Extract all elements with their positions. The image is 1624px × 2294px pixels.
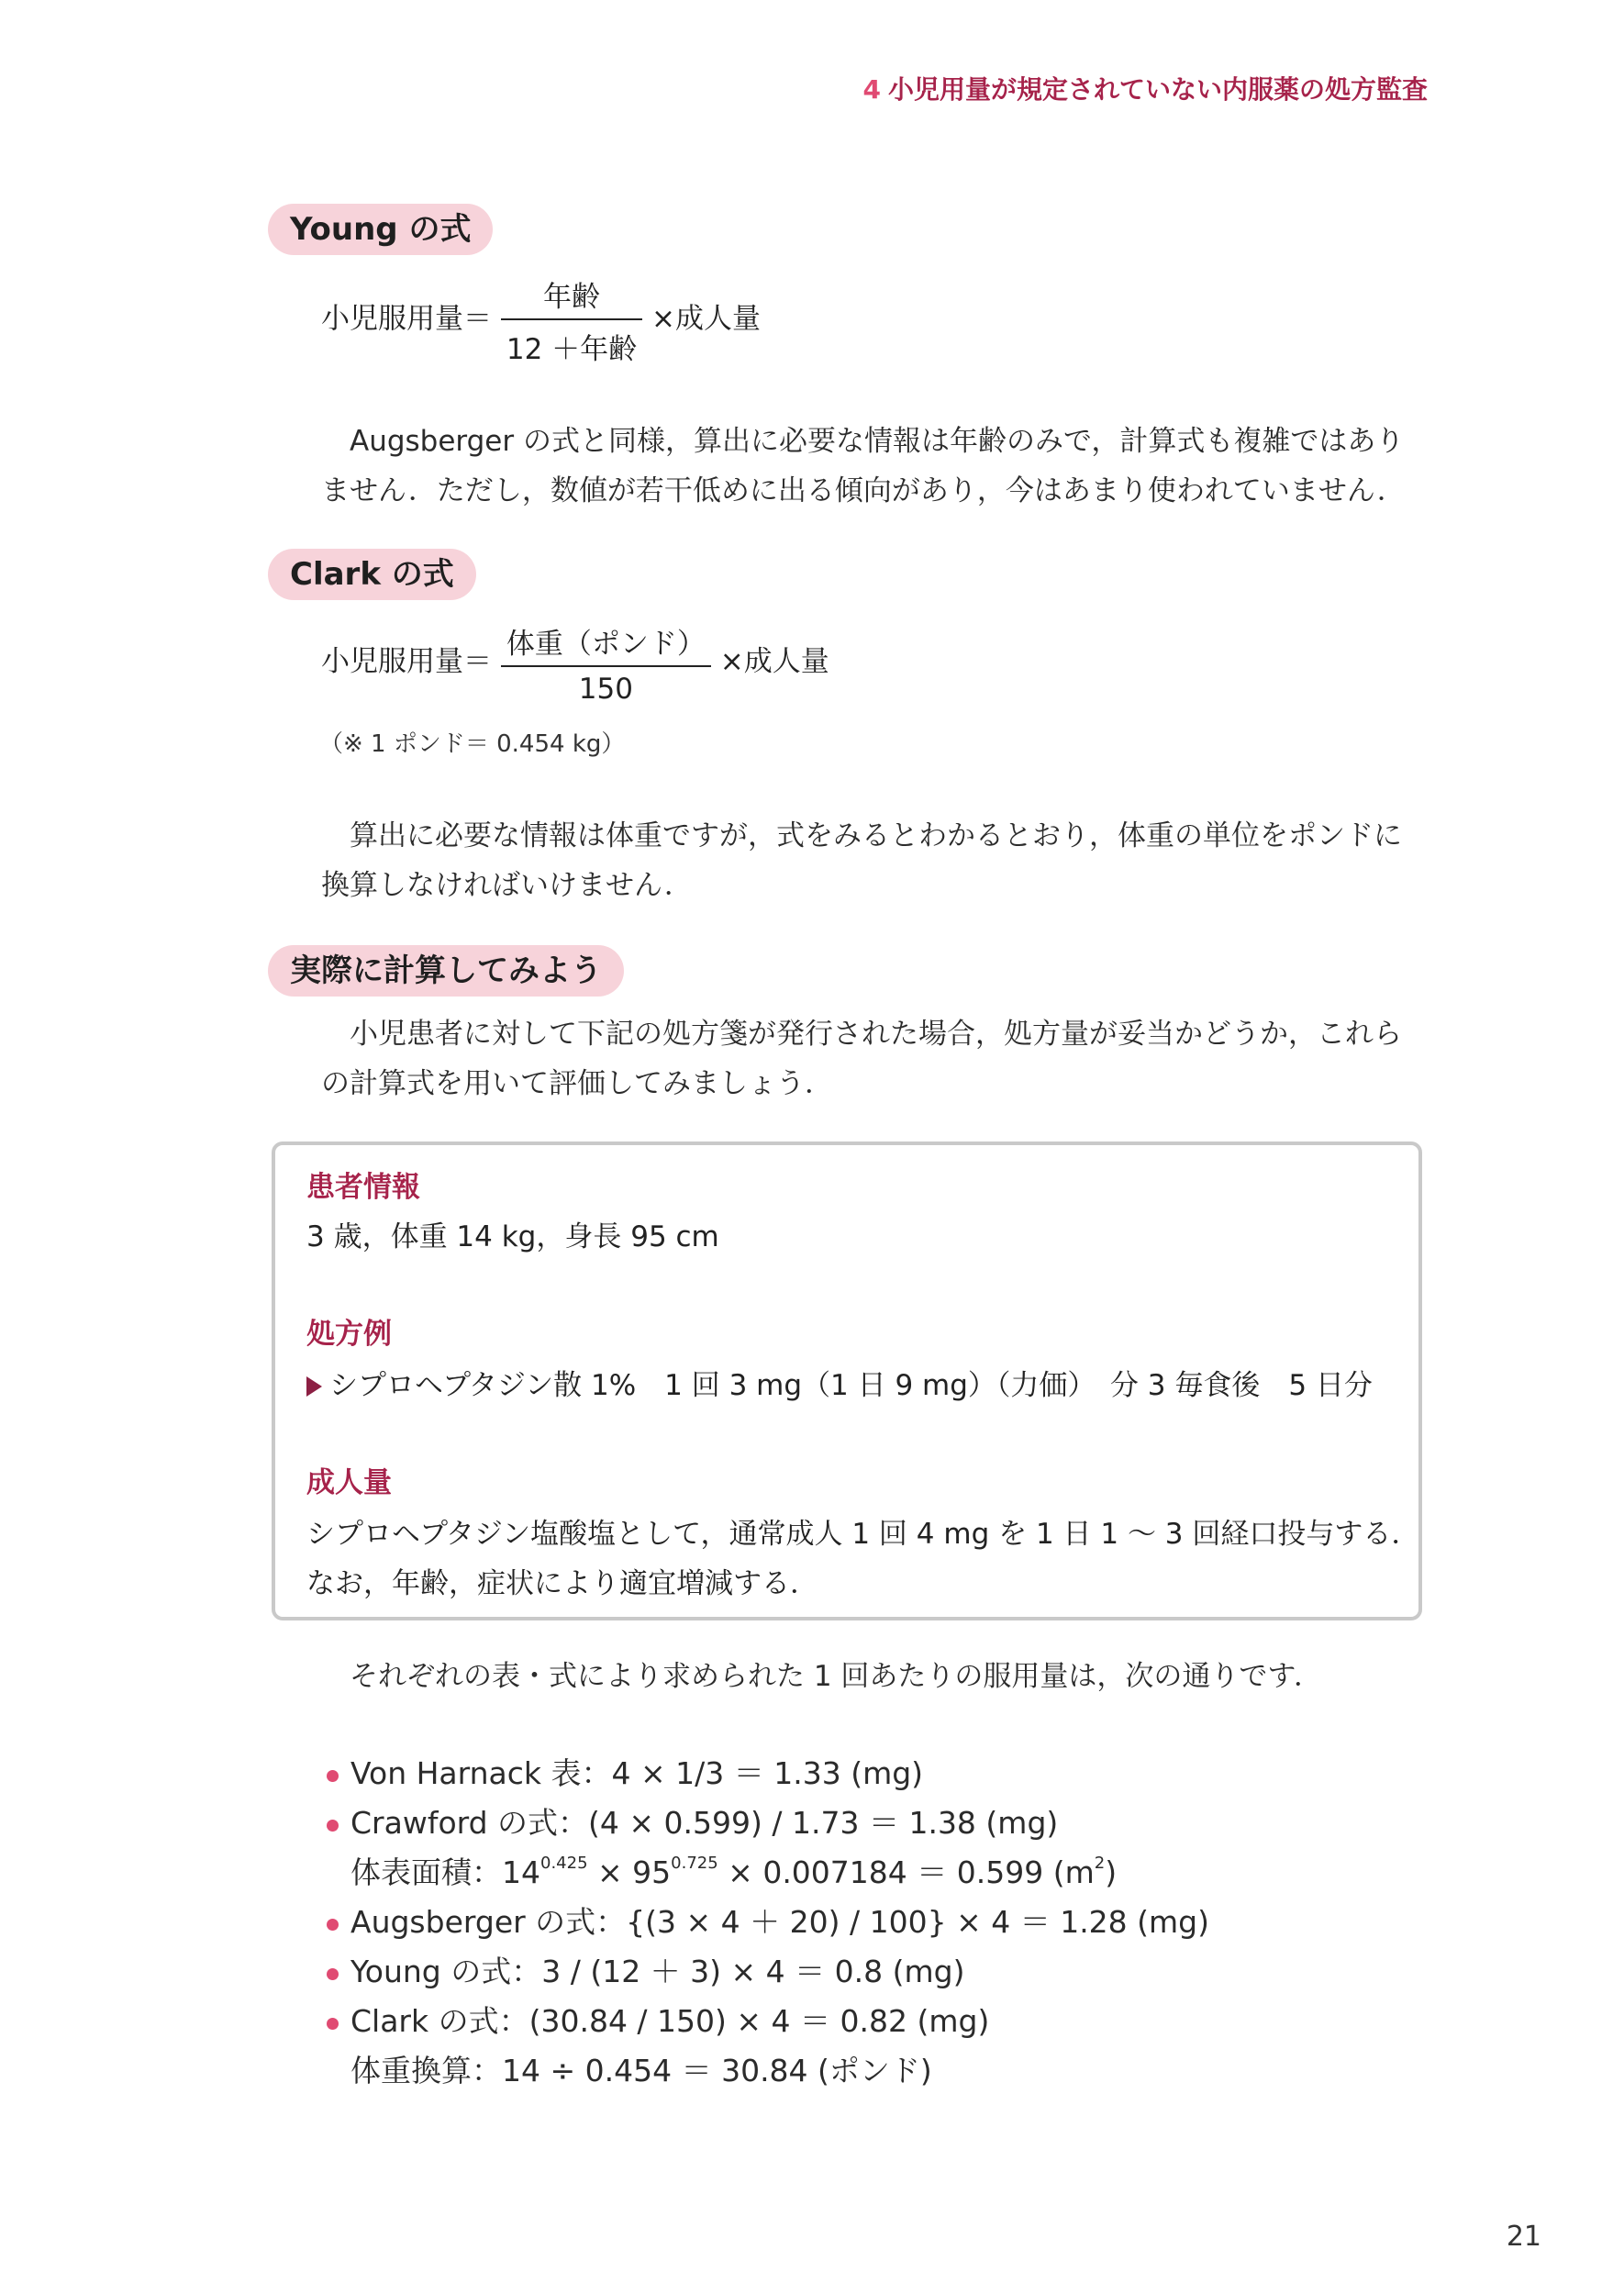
list-item <box>323 1749 1209 1798</box>
bsa-part: ) <box>1105 1854 1118 1890</box>
bsa-exponent: 2 <box>1094 1854 1106 1873</box>
bullet-icon <box>327 1820 339 1832</box>
young-fraction <box>501 273 642 367</box>
young-formula <box>321 273 761 367</box>
calc-para-line: 小児患者に対して下記の処方箋が発行された場合，処方量が妥当かどうか，これら <box>350 1018 1402 1051</box>
bullet-icon <box>327 1919 339 1931</box>
list-item-sub <box>323 1848 1209 1898</box>
calc-paragraph <box>321 1009 1431 1108</box>
list-item <box>323 1798 1209 1848</box>
young-formula-rhs: ×成人量 <box>651 302 762 336</box>
summary-paragraph <box>321 1652 1431 1701</box>
weight-conversion: 体重換算：14 ÷ 0.454 ＝ 30.84 (ポンド) <box>350 2053 932 2088</box>
bsa-part: × 95 <box>587 1854 672 1890</box>
bsa-exponent: 0.425 <box>540 1854 588 1873</box>
patient-info-heading: 患者情報 <box>306 1171 420 1204</box>
result-list <box>323 1749 1209 2096</box>
young-para-line: ません．ただし，数値が若干低めに出る傾向があり，今はあまり使われていません． <box>321 474 1406 507</box>
adult-dose-heading: 成人量 <box>306 1466 392 1499</box>
result-crawford: Crawford の式：(4 × 0.599) / 1.73 ＝ 1.38 (mg) <box>350 1805 1059 1841</box>
clark-para-line: 算出に必要な情報は体重ですが，式をみるとわかるとおり，体重の単位をポンドに <box>350 819 1402 852</box>
young-heading: Young の式 <box>268 204 493 255</box>
result-young: Young の式：3 / (12 ＋ 3) × 4 ＝ 0.8 (mg) <box>350 1954 965 1989</box>
page-number: 21 <box>1506 2221 1541 2253</box>
chapter-title: 小児用量が規定されていない内服薬の処方監査 <box>887 74 1428 105</box>
prescription-text: シプロヘプタジン散 1% 1 回 3 mg（1 日 9 mg）（力価） 分 3 毎食後 5 日分 <box>329 1369 1373 1402</box>
young-para-line: Augsberger の式と同様，算出に必要な情報は年齢のみで，計算式も複雑ではあり <box>350 425 1405 458</box>
clark-numerator: 体重（ポンド） <box>501 620 711 667</box>
bullet-icon <box>327 1968 339 1980</box>
chapter-number: 4 <box>862 74 881 105</box>
bsa-text <box>350 1854 1117 1890</box>
list-item <box>323 1898 1209 1947</box>
list-item <box>323 1997 1209 2046</box>
bsa-exponent: 0.725 <box>671 1854 718 1873</box>
young-paragraph <box>321 417 1431 516</box>
list-item-sub <box>323 2046 1209 2096</box>
young-denominator: 12 ＋年齢 <box>506 333 638 366</box>
summary-line: それぞれの表・式により求められた 1 回あたりの服用量は，次の通りです． <box>350 1660 1322 1693</box>
adult-dose-line: シプロヘプタジン塩酸塩として，通常成人 1 回 4 mg を 1 日 1 〜 3 回経口投与する． <box>306 1518 1420 1551</box>
bullet-icon <box>327 1770 339 1782</box>
clark-para-line: 換算しなければいけません． <box>321 869 693 902</box>
result-augsberger: Augsberger の式：{(3 × 4 ＋ 20) / 100} × 4 ＝ 1.28 (mg) <box>350 1904 1210 1940</box>
clark-formula-rhs: ×成人量 <box>719 645 829 678</box>
clark-fraction <box>501 620 711 706</box>
triangle-marker-icon <box>306 1376 322 1397</box>
bsa-part: 体表面積：14 <box>350 1854 540 1890</box>
list-item <box>323 1947 1209 1997</box>
result-clark: Clark の式：(30.84 / 150) × 4 ＝ 0.82 (mg) <box>350 2003 990 2039</box>
calc-heading: 実際に計算してみよう <box>268 945 624 997</box>
prescription-line <box>306 1362 1373 1403</box>
patient-info-text: 3 歳，体重 14 kg，身長 95 cm <box>306 1220 719 1253</box>
clark-formula <box>321 620 829 706</box>
bsa-part: × 0.007184 ＝ 0.599 (m <box>717 1854 1095 1890</box>
bullet-icon <box>327 2018 339 2030</box>
prescription-heading: 処方例 <box>306 1318 392 1351</box>
calc-para-line: の計算式を用いて評価してみましょう． <box>321 1067 833 1100</box>
clark-paragraph <box>321 811 1431 910</box>
clark-formula-lhs: 小児服用量＝ <box>321 645 492 678</box>
adult-dose-line: なお，年齢，症状により適宜増減する． <box>306 1567 818 1600</box>
young-formula-lhs: 小児服用量＝ <box>321 302 492 336</box>
clark-denominator: 150 <box>578 673 633 706</box>
running-head <box>863 70 1429 106</box>
result-von-harnack: Von Harnack 表：4 × 1/3 ＝ 1.33 (mg) <box>350 1755 924 1791</box>
young-numerator: 年齢 <box>501 273 642 320</box>
pound-note: （※ 1 ポンド＝ 0.454 kg） <box>319 730 626 758</box>
prescription-box <box>272 1141 1422 1620</box>
clark-heading: Clark の式 <box>268 549 476 600</box>
